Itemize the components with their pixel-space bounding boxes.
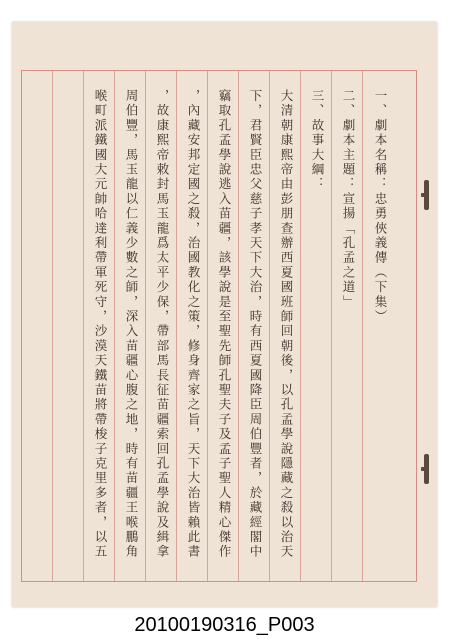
column-rule: [300, 71, 301, 581]
text-column-title: 一、劇本名稱：忠勇俠義傳（下集）: [373, 89, 388, 325]
column-rule: [269, 71, 270, 581]
column-rule: [176, 71, 177, 581]
column-rule: [207, 71, 208, 581]
binding-clip-icon: [424, 454, 429, 484]
column-rule: [331, 71, 332, 581]
text-column: 周伯豐，馬玉龍以仁義少數之師，深入苗疆心腹之地，時有苗疆王喉鵬角: [124, 89, 139, 560]
text-column-theme: 二、劇本主題：宣揚「孔孟之道」: [341, 89, 356, 310]
column-rule: [238, 71, 239, 581]
binding-clip-icon: [424, 180, 429, 210]
column-rule: [114, 71, 115, 581]
column-rule: [145, 71, 146, 581]
column-rule: [83, 71, 84, 581]
column-rule: [52, 71, 53, 581]
column-rule: [362, 71, 363, 581]
document-page: [12, 22, 437, 607]
text-column: 大清朝康熙帝由彭朋查辦西夏國班師回朝後，以孔孟學說隱藏之殺以治天: [279, 89, 294, 560]
page-frame: [21, 70, 417, 582]
text-column-synopsis-heading: 三、故事大綱：: [310, 89, 325, 192]
image-caption: 20100190316_P003: [134, 614, 315, 636]
text-column: ，故康熙帝敕封馬玉龍爲太平少保，帶部馬長征苗疆索回孔孟學說及緝拿: [155, 89, 170, 560]
text-column: 下，君賢臣忠父慈子孝天下大治，時有西夏國降臣周伯豐者，於藏經閣中: [248, 89, 263, 560]
text-column: 喉町派鐵國大元帥哈達利帶軍死守，沙漠天鐵苗將帶梭子克里多者，以五: [93, 89, 108, 560]
text-column: 竊取孔孟學說逃入苗疆，該學說是至聖先師孔聖夫子及孟子聖人精心傑作: [217, 89, 232, 560]
text-column: ，內藏安邦定國之殺，治國教化之策，修身齊家之旨，天下大治皆賴此書: [186, 89, 201, 560]
